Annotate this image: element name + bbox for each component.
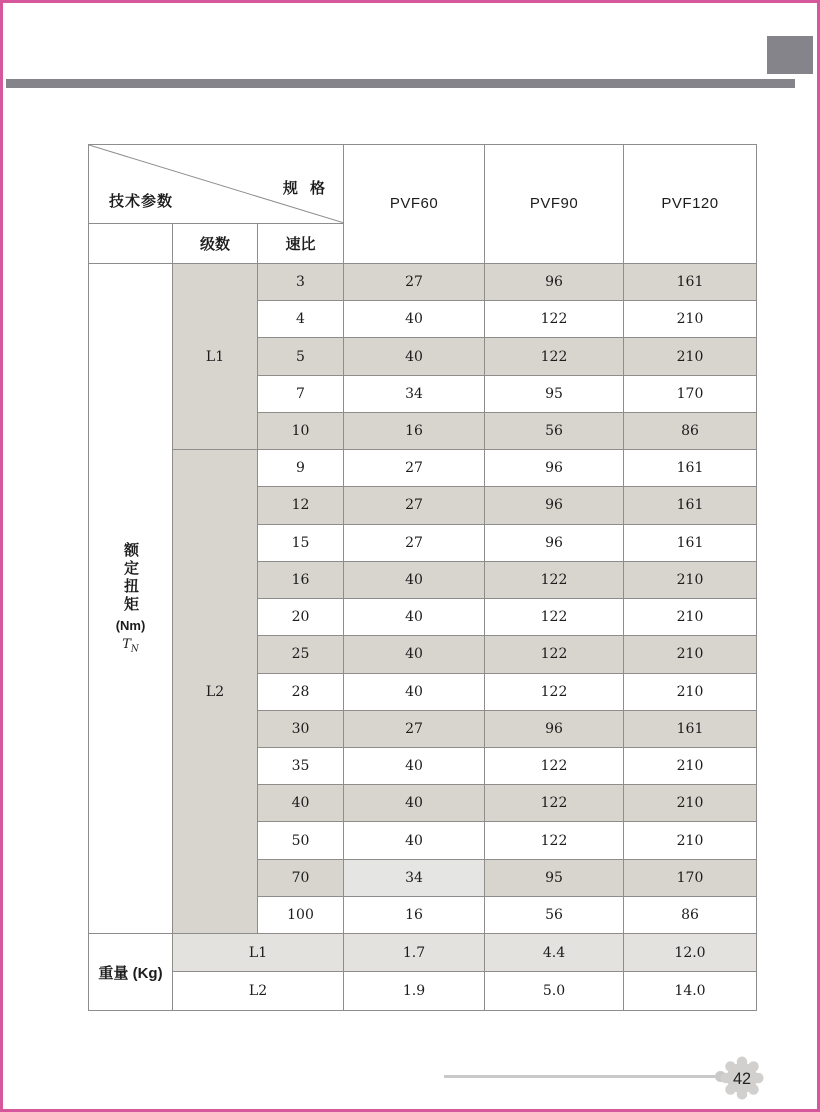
value-cell: 161 — [624, 450, 757, 487]
stage-header: 级数 — [173, 223, 258, 263]
column-header-pvf90: PVF90 — [485, 145, 624, 264]
value-cell: 96 — [485, 710, 624, 747]
weight-value-cell: 14.0 — [624, 972, 757, 1011]
value-cell: 56 — [485, 896, 624, 933]
weight-value-cell: 4.4 — [485, 934, 624, 972]
ratio-cell: 15 — [258, 524, 344, 561]
weight-value-cell: 12.0 — [624, 934, 757, 972]
value-cell: 122 — [485, 748, 624, 785]
stage-cell-l2: L2 — [173, 450, 258, 934]
weight-value-cell: 1.9 — [344, 972, 485, 1011]
value-cell: 170 — [624, 859, 757, 896]
value-cell: 40 — [344, 599, 485, 636]
value-cell: 210 — [624, 748, 757, 785]
value-cell: 122 — [485, 785, 624, 822]
ratio-cell: 3 — [258, 263, 344, 300]
value-cell: 40 — [344, 822, 485, 859]
value-cell: 27 — [344, 710, 485, 747]
torque-unit-label: (Nm) — [115, 618, 146, 634]
value-cell: 122 — [485, 636, 624, 673]
ratio-cell: 40 — [258, 785, 344, 822]
value-cell: 161 — [624, 524, 757, 561]
value-cell: 161 — [624, 263, 757, 300]
value-cell: 16 — [344, 412, 485, 449]
torque-label-vertical: 额定扭矩 — [122, 542, 139, 615]
value-cell: 95 — [485, 375, 624, 412]
weight-stage-cell: L1 — [173, 934, 344, 972]
gear-icon — [719, 1055, 765, 1101]
value-cell: 161 — [624, 710, 757, 747]
ratio-cell: 10 — [258, 412, 344, 449]
ratio-cell: 16 — [258, 561, 344, 598]
value-cell: 40 — [344, 338, 485, 375]
value-cell: 122 — [485, 599, 624, 636]
column-header-pvf60: PVF60 — [344, 145, 485, 264]
spec-label: 规 格 — [282, 180, 330, 197]
ratio-cell: 4 — [258, 301, 344, 338]
value-cell: 56 — [485, 412, 624, 449]
value-cell: 40 — [344, 301, 485, 338]
ratio-cell: 50 — [258, 822, 344, 859]
torque-row-label-cell — [89, 263, 173, 933]
ratio-cell: 28 — [258, 673, 344, 710]
value-cell: 96 — [485, 450, 624, 487]
weight-stage-cell: L2 — [173, 972, 344, 1011]
value-cell: 122 — [485, 822, 624, 859]
value-cell: 210 — [624, 636, 757, 673]
stage-cell-l1: L1 — [173, 263, 258, 449]
value-cell: 210 — [624, 338, 757, 375]
value-cell: 210 — [624, 673, 757, 710]
value-cell: 96 — [485, 487, 624, 524]
value-cell: 27 — [344, 450, 485, 487]
value-cell: 210 — [624, 561, 757, 598]
ratio-cell: 12 — [258, 487, 344, 524]
header-row-1 — [89, 145, 757, 224]
value-cell: 210 — [624, 599, 757, 636]
weight-row-l1 — [89, 934, 757, 972]
value-cell: 161 — [624, 487, 757, 524]
ratio-cell: 5 — [258, 338, 344, 375]
value-cell: 96 — [485, 524, 624, 561]
value-cell: 34 — [344, 859, 485, 896]
value-cell: 122 — [485, 338, 624, 375]
empty-header-cell — [89, 223, 173, 263]
ratio-header: 速比 — [258, 223, 344, 263]
value-cell: 86 — [624, 412, 757, 449]
value-cell: 40 — [344, 785, 485, 822]
value-cell: 40 — [344, 748, 485, 785]
footer-rule-line — [444, 1075, 720, 1078]
weight-row-l2 — [89, 972, 757, 1011]
value-cell: 27 — [344, 524, 485, 561]
table-row — [89, 450, 757, 487]
value-cell: 210 — [624, 301, 757, 338]
value-cell: 40 — [344, 673, 485, 710]
value-cell: 16 — [344, 896, 485, 933]
corner-gray-square — [767, 36, 813, 74]
weight-value-cell: 5.0 — [485, 972, 624, 1011]
value-cell: 210 — [624, 785, 757, 822]
value-cell: 34 — [344, 375, 485, 412]
spec-table — [88, 144, 757, 1011]
diagonal-header-cell — [89, 145, 344, 224]
torque-symbol: $T_N$ — [122, 637, 139, 655]
ratio-cell: 35 — [258, 748, 344, 785]
ratio-cell: 25 — [258, 636, 344, 673]
weight-label-cell: 重量 (Kg) — [89, 934, 173, 1011]
value-cell: 86 — [624, 896, 757, 933]
value-cell: 122 — [485, 301, 624, 338]
value-cell: 122 — [485, 673, 624, 710]
value-cell: 210 — [624, 822, 757, 859]
value-cell: 170 — [624, 375, 757, 412]
value-cell: 27 — [344, 263, 485, 300]
ratio-cell: 70 — [258, 859, 344, 896]
ratio-cell: 20 — [258, 599, 344, 636]
value-cell: 122 — [485, 561, 624, 598]
column-header-pvf120: PVF120 — [624, 145, 757, 264]
weight-value-cell: 1.7 — [344, 934, 485, 972]
value-cell: 95 — [485, 859, 624, 896]
page-number: 42 — [732, 1069, 752, 1088]
ratio-cell: 9 — [258, 450, 344, 487]
value-cell: 40 — [344, 636, 485, 673]
value-cell: 40 — [344, 561, 485, 598]
top-rule-bar — [6, 79, 795, 88]
ratio-cell: 100 — [258, 896, 344, 933]
ratio-cell: 7 — [258, 375, 344, 412]
value-cell: 27 — [344, 487, 485, 524]
ratio-cell: 30 — [258, 710, 344, 747]
value-cell: 96 — [485, 263, 624, 300]
table-row — [89, 263, 757, 300]
tech-params-label: 技术参数 — [109, 192, 174, 210]
